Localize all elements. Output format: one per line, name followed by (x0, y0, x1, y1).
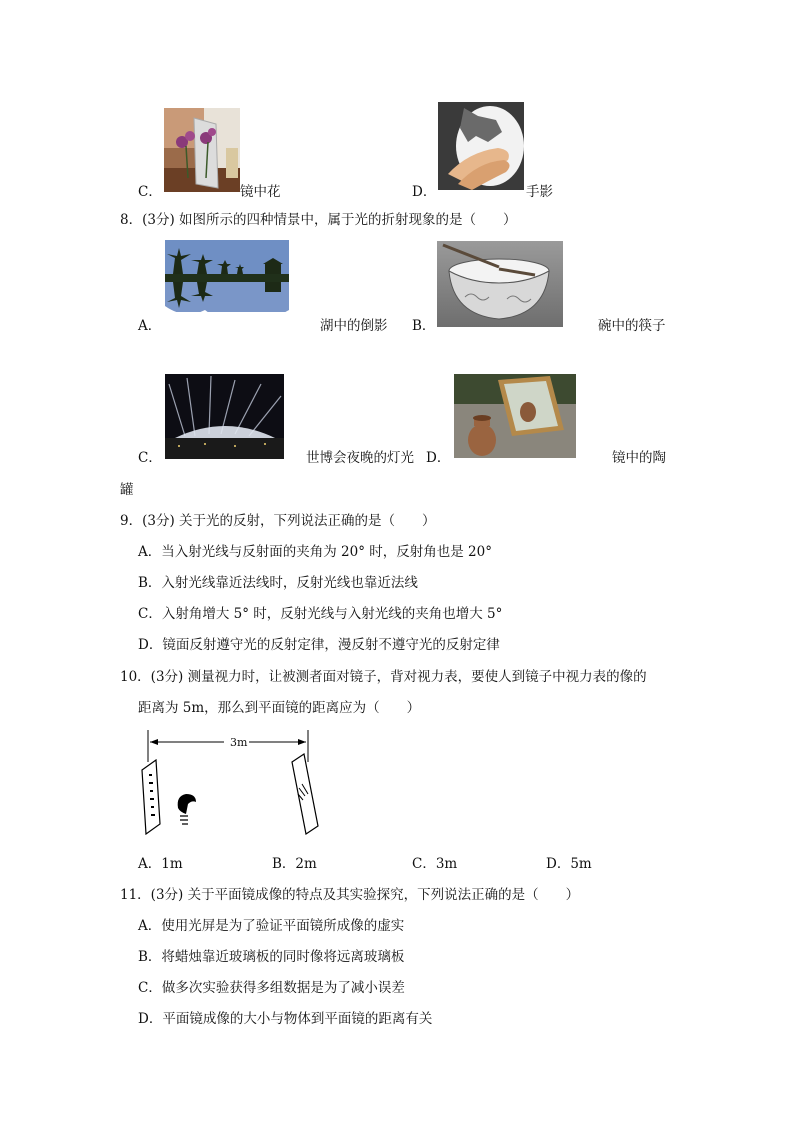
q8-stem: 8．(3分) 如图所示的四种情景中，属于光的折射现象的是（ ） (120, 212, 517, 228)
q10-option-d: D．5m (546, 856, 592, 872)
q7-option-d-caption: 手影 (526, 184, 553, 200)
q8-option-b-caption: 碗中的筷子 (598, 318, 666, 334)
q11-option-a: A．使用光屏是为了验证平面镜所成像的虚实 (138, 918, 405, 934)
q11-option-c: C．做多次实验获得多组数据是为了减小误差 (138, 980, 405, 996)
q8-option-d-caption: 镜中的陶 (612, 450, 666, 466)
q9-option-a: A．当入射光线与反射面的夹角为 20° 时，反射角也是 20° (138, 544, 492, 560)
q10-stem-line2: 距离为 5m，那么到平面镜的距离应为（ ） (138, 700, 421, 716)
q10-option-c: C．3m (412, 856, 458, 872)
q9-option-b: B．入射光线靠近法线时，反射光线也靠近法线 (138, 575, 418, 591)
chopstick-bowl-photo (437, 241, 563, 327)
q7-option-c-label: C． (138, 184, 162, 200)
q8-option-a-caption: 湖中的倒影 (320, 318, 388, 334)
flower-mirror-photo (164, 108, 240, 192)
q7-option-c-caption: 镜中花 (240, 184, 281, 200)
q11-stem: 11．(3分) 关于平面镜成像的特点及其实验探究，下列说法正确的是（ ） (120, 887, 580, 903)
q8-option-b-label: B． (412, 318, 436, 334)
q8-option-c-label: C． (138, 450, 162, 466)
q7-option-d-label: D． (412, 184, 437, 200)
q11-option-b: B．将蜡烛靠近玻璃板的同时像将远离玻璃板 (138, 949, 405, 965)
q8-option-d-caption-wrap: 罐 (120, 482, 134, 498)
q10-option-b: B．2m (272, 856, 317, 872)
expo-night-lights-photo (165, 374, 284, 459)
q8-option-a-label: A． (138, 318, 162, 334)
q11-option-d: D．平面镜成像的大小与物体到平面镜的距离有关 (138, 1011, 433, 1027)
mirror-jar-photo (454, 374, 576, 458)
q9-option-c: C．入射角增大 5° 时，反射光线与入射光线的夹角也增大 5° (138, 606, 503, 622)
q10-figure-distance-label: 3m (230, 736, 248, 749)
lake-reflection-photo (165, 240, 289, 326)
q8-option-d-label: D． (426, 450, 451, 466)
q8-option-c-caption: 世博会夜晚的灯光 (306, 450, 414, 466)
q9-option-d: D．镜面反射遵守光的反射定律，漫反射不遵守光的反射定律 (138, 637, 500, 653)
hand-shadow-photo (438, 102, 524, 190)
q9-stem: 9．(3分) 关于光的反射，下列说法正确的是（ ） (120, 513, 436, 529)
q10-option-a: A．1m (138, 856, 183, 872)
q10-stem-line1: 10．(3分) 测量视力时，让被测者面对镜子，背对视力表，要使人到镜子中视力表的像的 (120, 669, 647, 685)
